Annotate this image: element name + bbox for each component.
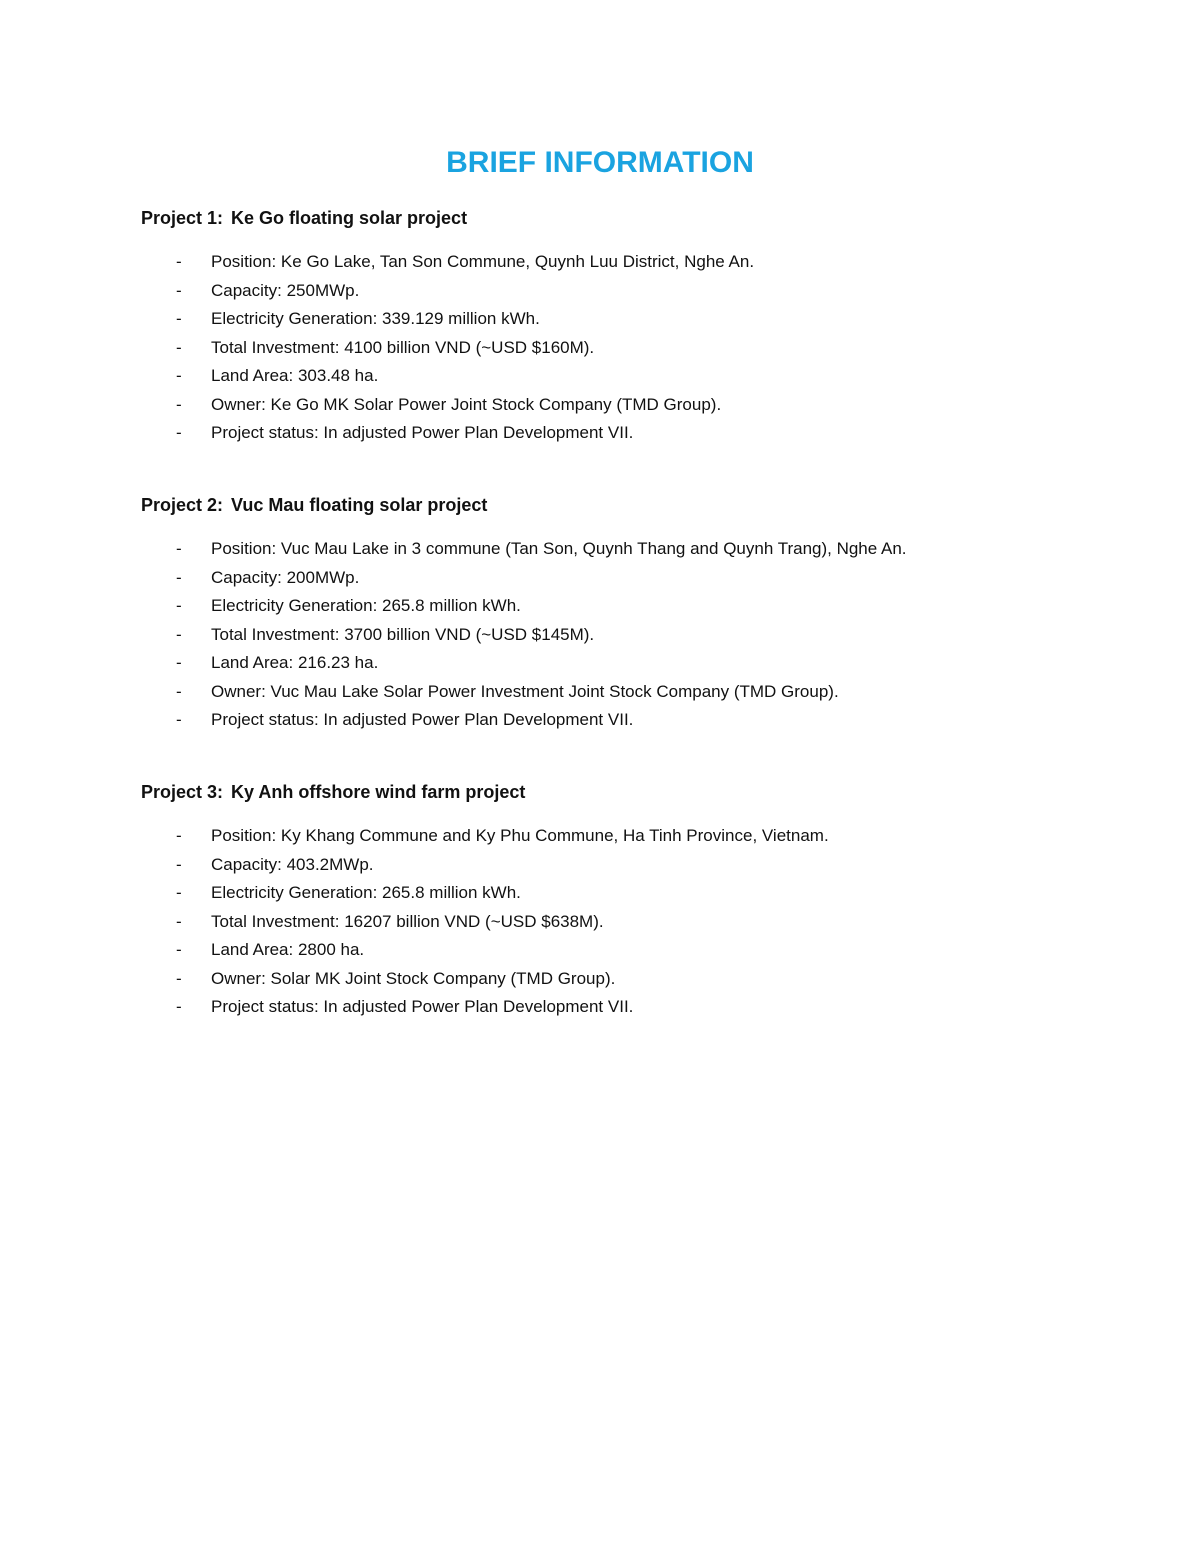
list-item: [141, 649, 1121, 678]
item-text: Total Investment: 3700 billion VND (~USD $145M).: [211, 624, 595, 644]
project-heading: [141, 779, 1121, 805]
bullet-dash: -: [176, 681, 182, 701]
list-item: [141, 592, 1121, 621]
bullet-dash: -: [176, 596, 182, 615]
list-item: [141, 535, 1121, 564]
bullet-dash: -: [176, 567, 182, 587]
project-name: Ky Anh offshore wind farm project: [231, 782, 526, 802]
bullet-dash: -: [176, 968, 182, 988]
list-item: [141, 678, 1121, 707]
project-section-2: [141, 492, 1121, 735]
item-text: Position: Vuc Mau Lake in 3 commune (Tan Son, Quynh Thang and Quynh Trang), Nghe An.: [211, 539, 907, 558]
bullet-dash: -: [176, 940, 182, 959]
bullet-dash: -: [176, 337, 182, 357]
item-text: Owner: Ke Go MK Solar Power Joint Stock Company (TMD Group).: [211, 394, 722, 414]
bullet-dash: -: [176, 423, 182, 442]
project-details-list: [141, 535, 1121, 735]
list-item: [141, 706, 1121, 735]
item-text: Project status: In adjusted Power Plan Development VII.: [211, 423, 634, 442]
list-item: [141, 305, 1121, 334]
item-text: Position: Ke Go Lake, Tan Son Commune, Quynh Luu District, Nghe An.: [211, 252, 755, 271]
item-text: Land Area: 303.48 ha.: [211, 366, 379, 385]
item-text: Capacity: 200MWp.: [211, 567, 360, 587]
project-section-1: [141, 205, 1121, 448]
bullet-dash: -: [176, 710, 182, 729]
bullet-dash: -: [176, 997, 182, 1016]
bullet-dash: -: [176, 539, 182, 558]
list-item: [141, 936, 1121, 965]
list-item: [141, 993, 1121, 1022]
bullet-dash: -: [176, 911, 182, 931]
bullet-dash: -: [176, 280, 182, 300]
list-item: [141, 908, 1121, 937]
list-item: [141, 822, 1121, 851]
project-details-list: [141, 248, 1121, 448]
list-item: [141, 419, 1121, 448]
list-item: [141, 391, 1121, 420]
list-item: [141, 621, 1121, 650]
project-heading: [141, 492, 1121, 518]
item-text: Position: Ky Khang Commune and Ky Phu Commune, Ha Tinh Province, Vietnam.: [211, 826, 829, 845]
item-text: Electricity Generation: 265.8 million kWh.: [211, 596, 521, 615]
item-text: Land Area: 2800 ha.: [211, 940, 365, 959]
item-text: Electricity Generation: 339.129 million kWh.: [211, 309, 540, 328]
list-item: [141, 879, 1121, 908]
item-text: Land Area: 216.23 ha.: [211, 653, 379, 672]
list-item: [141, 851, 1121, 880]
list-item: [141, 965, 1121, 994]
bullet-dash: -: [176, 394, 182, 414]
project-name: Vuc Mau floating solar project: [231, 495, 488, 515]
item-text: Capacity: 250MWp.: [211, 280, 360, 300]
bullet-dash: -: [176, 624, 182, 644]
project-number: Project 3:: [141, 782, 224, 802]
project-number: Project 2:: [141, 495, 224, 515]
item-text: Electricity Generation: 265.8 million kWh.: [211, 883, 521, 902]
bullet-dash: -: [176, 309, 182, 328]
project-details-list: [141, 822, 1121, 1022]
bullet-dash: -: [176, 252, 182, 271]
item-text: Owner: Vuc Mau Lake Solar Power Investment Joint Stock Company (TMD Group).: [211, 681, 839, 701]
bullet-dash: -: [176, 883, 182, 902]
project-name: Ke Go floating solar project: [231, 208, 468, 228]
bullet-dash: -: [176, 854, 182, 874]
project-section-3: [141, 779, 1121, 1022]
item-text: Total Investment: 4100 billion VND (~USD $160M).: [211, 337, 595, 357]
project-number: Project 1:: [141, 208, 224, 228]
bullet-dash: -: [176, 366, 182, 385]
list-item: [141, 277, 1121, 306]
bullet-dash: -: [176, 653, 182, 672]
project-heading: [141, 205, 1121, 231]
list-item: [141, 362, 1121, 391]
item-text: Total Investment: 16207 billion VND (~USD $638M).: [211, 911, 604, 931]
document-title: BRIEF INFORMATION: [446, 146, 754, 179]
list-item: [141, 334, 1121, 363]
list-item: [141, 248, 1121, 277]
item-text: Project status: In adjusted Power Plan Development VII.: [211, 710, 634, 729]
list-item: [141, 564, 1121, 593]
item-text: Capacity: 403.2MWp.: [211, 854, 374, 874]
item-text: Owner: Solar MK Joint Stock Company (TMD Group).: [211, 968, 616, 988]
bullet-dash: -: [176, 826, 182, 845]
item-text: Project status: In adjusted Power Plan Development VII.: [211, 997, 634, 1016]
